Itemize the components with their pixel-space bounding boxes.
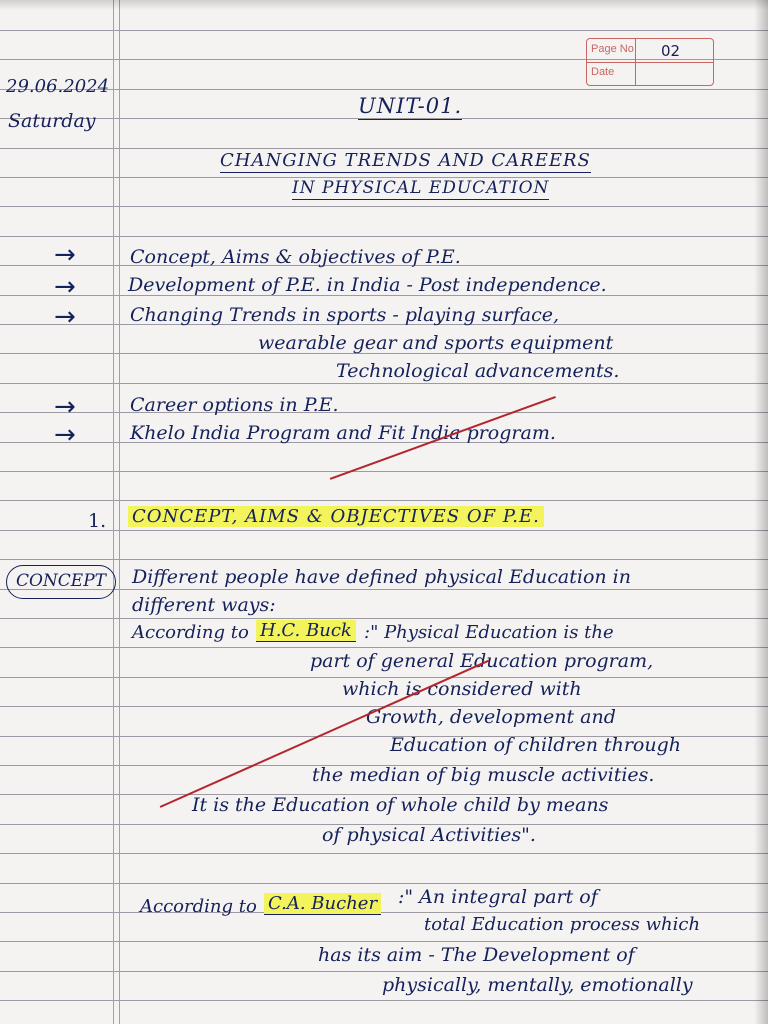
unit-heading: UNIT-01.	[358, 94, 463, 118]
section-heading: CONCEPT, AIMS & OBJECTIVES OF P.E.	[128, 506, 544, 527]
day-text: Saturday	[8, 110, 96, 132]
title-line-1: CHANGING TRENDS AND CAREERS	[220, 150, 591, 171]
concept-intro-line-2: different ways:	[132, 594, 276, 616]
date-label: Date	[591, 66, 615, 78]
ruled-line	[0, 618, 768, 619]
page-number-date-box	[586, 38, 714, 86]
topic-item-continued: Technological advancements.	[336, 360, 620, 382]
topic-item-continued: wearable gear and sports equipment	[258, 332, 614, 354]
ruled-line	[0, 912, 768, 913]
ruled-line	[0, 853, 768, 854]
buck-definition-prefix: According to	[132, 622, 249, 643]
buck-quote-line: Education of children through	[390, 734, 682, 756]
topic-item: Development of P.E. in India - Post independence.	[128, 274, 607, 296]
ruled-line	[0, 383, 768, 384]
bucher-quote-line: physically, mentally, emotionally	[382, 974, 693, 996]
arrow-icon: →	[54, 392, 76, 422]
page-top-shadow	[0, 0, 768, 10]
ruled-line	[0, 589, 768, 590]
page-no-label: Page No	[591, 43, 634, 55]
title-line-2: IN PHYSICAL EDUCATION	[292, 178, 550, 198]
margin-line-left-2	[119, 0, 120, 1024]
margin-line-left	[113, 0, 114, 1024]
ruled-line	[0, 206, 768, 207]
page-no-value: 02	[661, 42, 681, 60]
bucher-author-name: C.A. Bucher	[264, 893, 381, 915]
concept-tag: CONCEPT	[6, 565, 116, 599]
buck-quote-line: which is considered with	[342, 678, 582, 700]
ruled-line	[0, 941, 768, 942]
ruled-line	[0, 647, 768, 648]
arrow-icon: →	[54, 240, 76, 270]
topic-item: Changing Trends in sports - playing surface,	[130, 304, 560, 326]
bucher-quote-line: has its aim - The Development of	[318, 944, 635, 966]
ruled-line	[0, 412, 768, 413]
ruled-line	[0, 471, 768, 472]
topic-item: Career options in P.E.	[130, 394, 339, 416]
buck-quote-line: of physical Activities".	[322, 824, 536, 846]
topic-item: Khelo India Program and Fit India program.	[130, 422, 556, 444]
ruled-line	[0, 148, 768, 149]
buck-quote-line: part of general Education program,	[310, 650, 654, 672]
ruled-line	[0, 89, 768, 90]
ruled-line	[0, 1000, 768, 1001]
section-number: 1.	[88, 510, 107, 532]
bucher-quote-line: total Education process which	[424, 914, 701, 935]
ruled-line	[0, 30, 768, 31]
buck-author-name: H.C. Buck	[256, 620, 356, 642]
date-text: 29.06.2024	[6, 76, 110, 97]
arrow-icon: →	[54, 420, 76, 450]
buck-quote-line: the median of big muscle activities.	[312, 764, 655, 786]
bucher-quote-line: :" An integral part of	[398, 886, 598, 908]
buck-quote-line: :" Physical Education is the	[364, 622, 614, 643]
arrow-icon: →	[54, 272, 76, 302]
bucher-definition-prefix: According to	[140, 896, 257, 917]
ruled-line	[0, 500, 768, 501]
ruled-line	[0, 971, 768, 972]
page-edge-shadow	[754, 0, 768, 1024]
ruled-line	[0, 883, 768, 884]
topic-item: Concept, Aims & objectives of P.E.	[130, 246, 461, 268]
buck-quote-line: It is the Education of whole child by means	[192, 794, 609, 816]
ruled-line	[0, 236, 768, 237]
ruled-line	[0, 530, 768, 531]
buck-quote-line: Growth, development and	[366, 706, 616, 728]
arrow-icon: →	[54, 302, 76, 332]
concept-intro-line-1: Different people have defined physical Education in	[132, 566, 631, 588]
ruled-line	[0, 559, 768, 560]
